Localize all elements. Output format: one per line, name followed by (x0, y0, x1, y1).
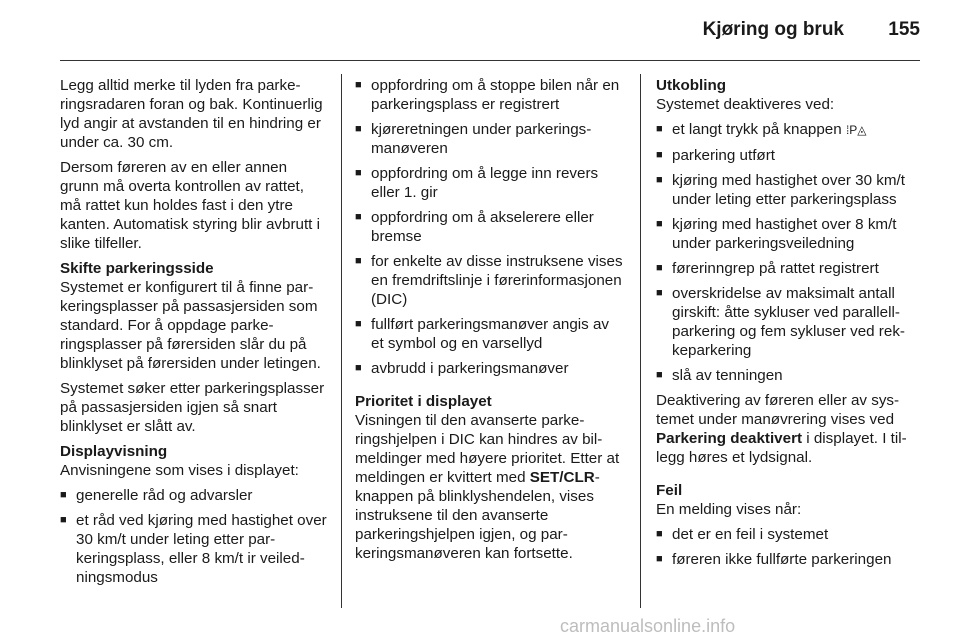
page-number: 155 (888, 19, 920, 40)
bullet-list (656, 525, 922, 569)
paragraph: Systemet deaktiveres ved: (656, 96, 835, 113)
paragraph (355, 411, 623, 563)
list-item: ■ parkering utført (656, 146, 922, 165)
text-run: et langt trykk på knappen (672, 121, 846, 138)
list-item: ■ oppfordring om å legge inn revers eller 1. gir (355, 164, 623, 202)
button-reference: SET/CLR (529, 469, 595, 486)
text-run: Visningen til den avanserte parkeringshjelpen i DIC kan hindres av bilmeldinger med høyere prioritet. Etter at meldingen er kvittert med (355, 412, 620, 486)
list-item: ■ det er en feil i systemet (656, 525, 922, 544)
column-2 (355, 76, 623, 569)
list-item: ■ kjøreretningen under parkeringsmanøveren (355, 120, 623, 158)
page-header (0, 0, 960, 60)
list-item: ■ oppfordring om å akselerere eller bremse (355, 208, 623, 246)
section-heading: Utkobling (656, 77, 727, 94)
text-run: Deaktivering av føreren eller av systemet under manøvrering vises ved (656, 392, 900, 428)
section-heading: Displayvisning (60, 443, 168, 460)
paragraph: Systemet er konfigurert til å finne parkeringsplasser på passasjersiden som standard. For å oppdage parkeringsplasser på førersiden slår du på blinklyset på førersiden under letingen. (60, 279, 321, 372)
list-item: ■ avbrudd i parkeringsmanøver (355, 359, 623, 378)
paragraph: Dersom føreren av en eller annen grunn må overta kontrollen av rattet, må rattet kun holdes fast i den ytre kanten. Automatisk styring blir avbrutt i slike tilfeller. (60, 159, 320, 252)
list-item: ■ overskridelse av maksimalt antall girskift: åtte sykluser ved parallellparkering og fem sykluser ved rekkeparkering (656, 284, 922, 360)
bullet-list (355, 76, 623, 378)
paragraph: Systemet søker etter parkeringsplasser på passasjersiden igjen så snart blinklyset er slått av. (60, 380, 325, 435)
column-3 (656, 76, 922, 575)
display-message: Parkering deaktivert (656, 430, 803, 447)
list-item: ■ førerinngrep på rattet registrert (656, 259, 922, 278)
list-item: ■ kjøring med hastighet over 30 km/t under leting etter parkeringsplass (656, 171, 922, 209)
list-item: ■ fullført parkeringsmanøver angis av et symbol og en varsellyd (355, 315, 623, 353)
list-item: ■ kjøring med hastighet over 8 km/t under parkeringsveiledning (656, 215, 922, 253)
section-heading: Skifte parkeringsside (60, 260, 214, 277)
column-divider-2 (640, 74, 641, 608)
paragraph: Anvisningene som vises i displayet: (60, 462, 299, 479)
section-heading: Feil (656, 482, 683, 499)
bullet-list (656, 120, 922, 385)
list-item: ■ generelle råd og advarsler (60, 486, 328, 505)
section-heading: Prioritet i displayet (355, 393, 492, 410)
paragraph: Legg alltid merke til lyden fra parkeringsradaren foran og bak. Kontinuerlig lyd angir at avstanden til en hindring er under ca. 30 cm. (60, 77, 323, 151)
bullet-list (60, 486, 328, 587)
parking-assist-icon: ⁞P◬ (845, 123, 867, 137)
paragraph (656, 391, 922, 467)
list-item (656, 120, 922, 140)
column-divider-1 (341, 74, 342, 608)
list-item: ■ føreren ikke fullførte parkeringen (656, 550, 922, 569)
text-run: -knappen på blinklyshendelen, vises instruksene til den avanserte parkeringshjelpen igjen, og parkeringsmanøveren kan fortsette. (355, 469, 600, 562)
watermark: carmanualsonline.info (560, 616, 736, 636)
header-rule (60, 60, 920, 61)
list-item: ■ oppfordring om å stoppe bilen når en parkeringsplass er registrert (355, 76, 623, 114)
list-item: ■ slå av tenningen (656, 366, 922, 385)
list-item: ■ for enkelte av disse instruksene vises en fremdriftslinje i førerinformasjonen (DIC) (355, 252, 623, 309)
paragraph: En melding vises når: (656, 501, 802, 518)
column-1 (60, 76, 328, 593)
chapter-title: Kjøring og bruk (702, 19, 844, 40)
text-run: i displayet. I tillegg høres et lydsignal. (656, 430, 907, 466)
list-item: ■ et råd ved kjøring med hastighet over 30 km/t under leting etter parkeringsplass, eller 8 km/t ir veiledningsmodus (60, 511, 328, 587)
